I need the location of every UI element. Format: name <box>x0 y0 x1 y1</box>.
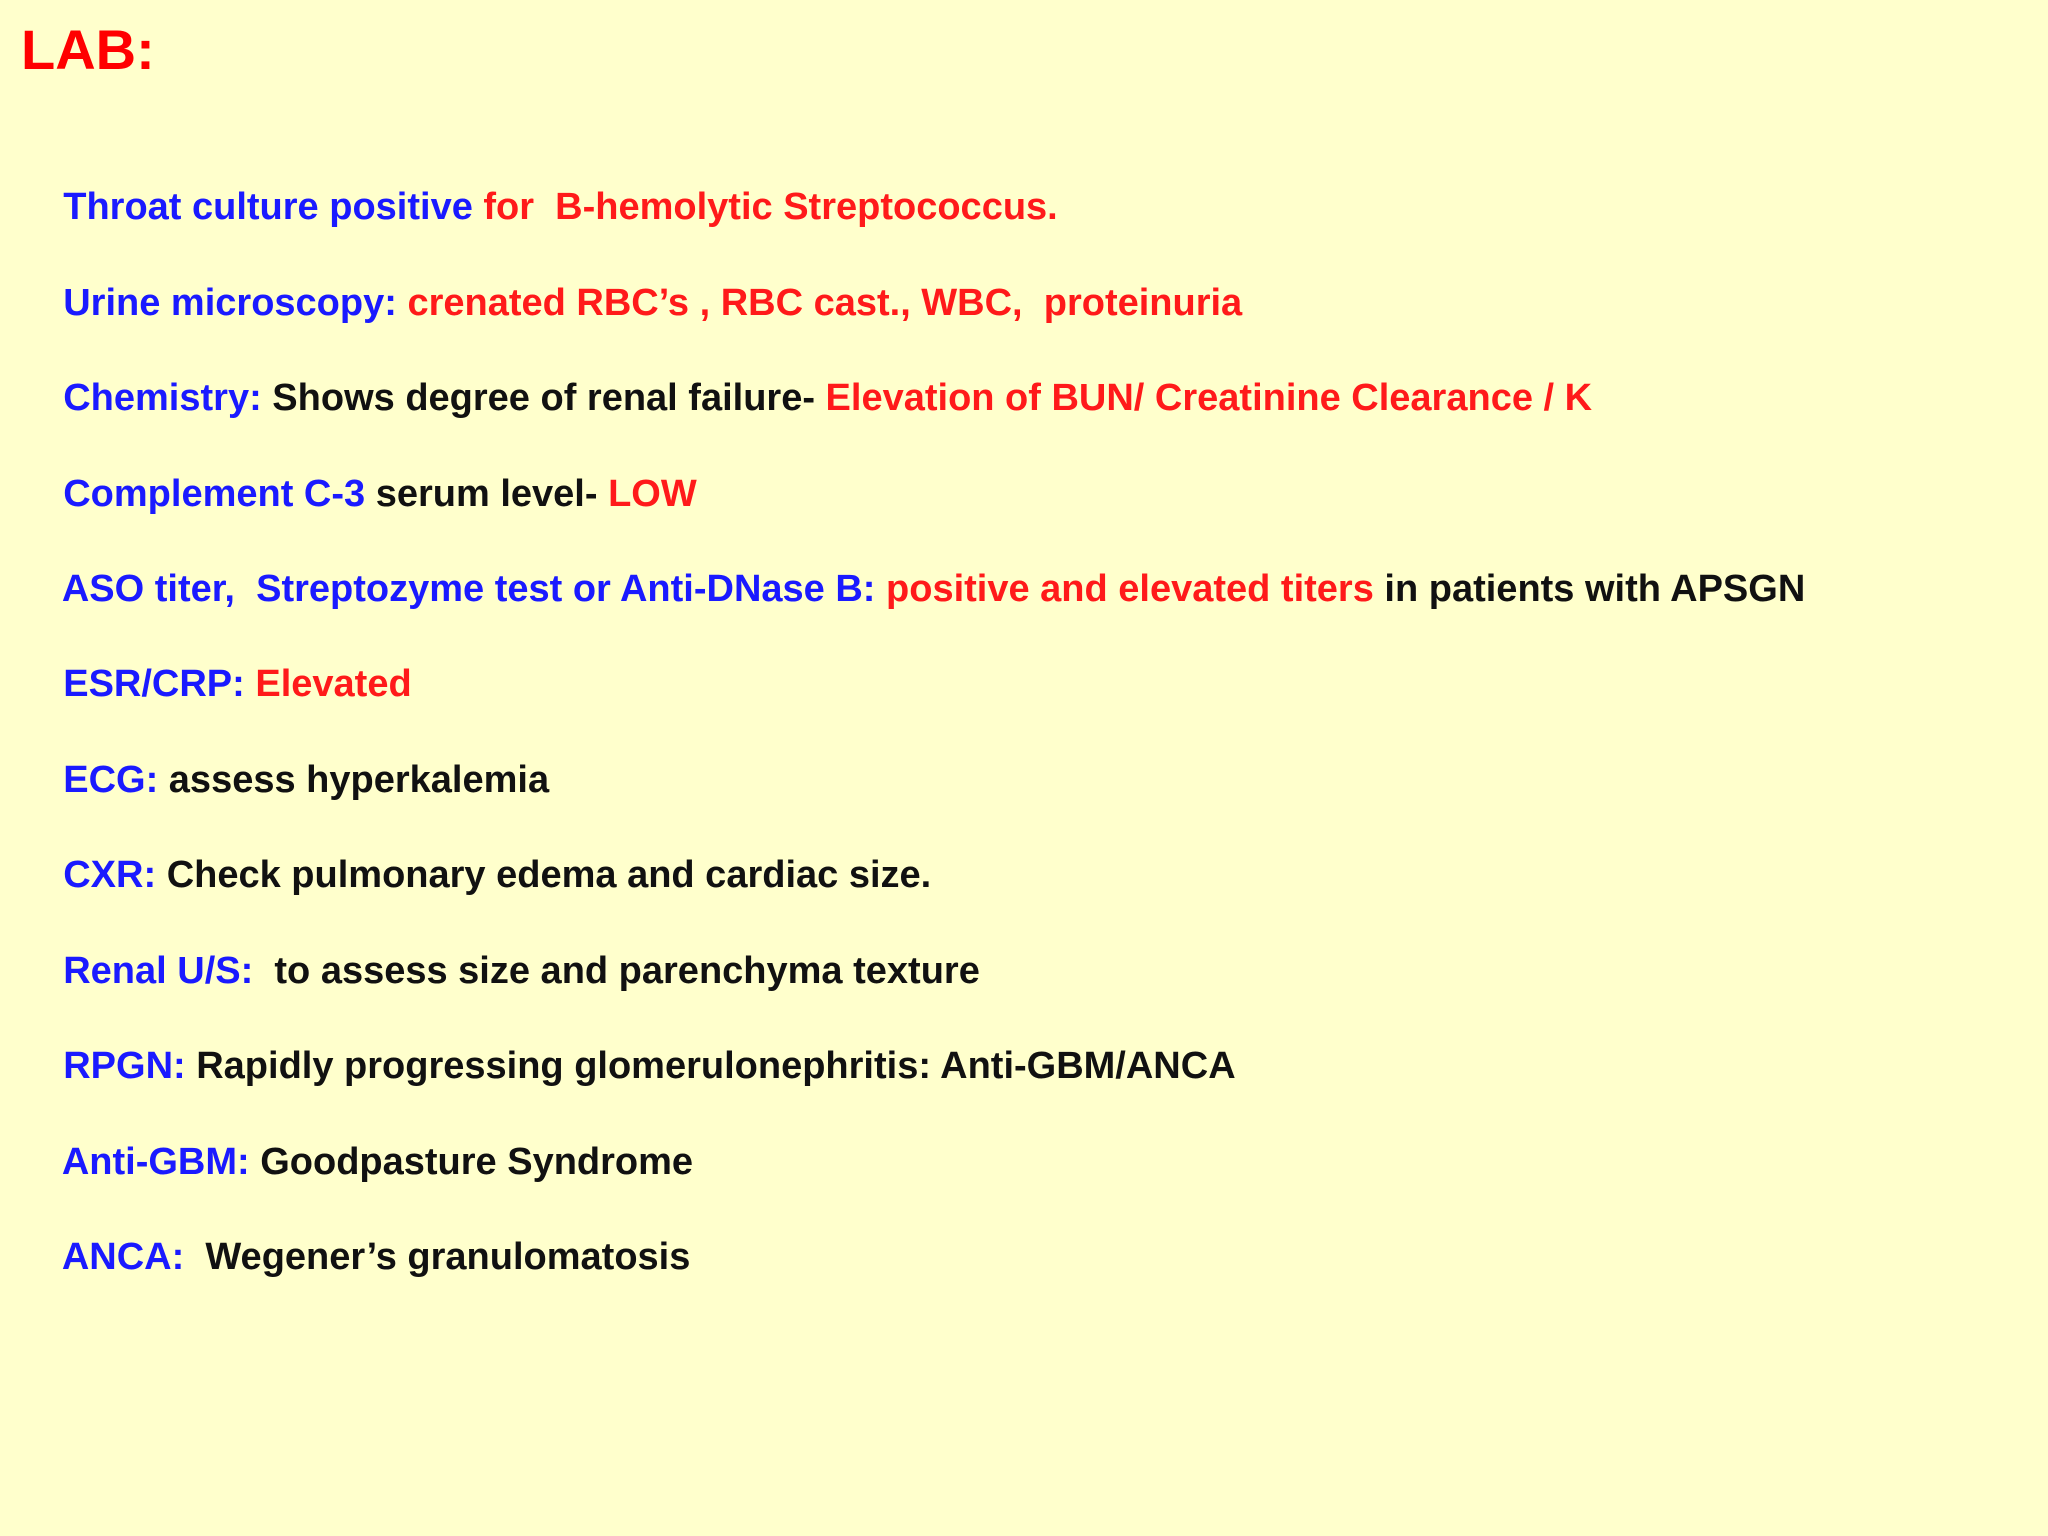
line-text: Wegener’s granulomatosis <box>205 1236 691 1278</box>
line-value: crenated RBC’s , RBC cast., WBC, proteinuria <box>407 282 1243 324</box>
line-text: Shows degree of renal failure- <box>272 377 826 419</box>
line-text: Goodpasture Syndrome <box>260 1141 694 1183</box>
line-label: ECG: <box>63 759 169 801</box>
line-text: to assess size and parenchyma texture <box>274 950 980 992</box>
line-label: CXR: <box>63 854 167 896</box>
line-label: ANCA: <box>61 1236 206 1278</box>
line-text: serum level- <box>375 473 609 515</box>
line-value: LOW <box>608 473 697 515</box>
line-label: Complement C-3 <box>63 473 376 515</box>
line-label: Renal U/S: <box>63 950 275 992</box>
lab-line-anca <box>21 1185 690 1329</box>
slide-title: LAB: <box>21 18 155 81</box>
line-value: Elevated <box>255 663 412 705</box>
line-value: for B-hemolytic Streptococcus. <box>483 186 1058 228</box>
line-label: Anti-GBM: <box>61 1141 261 1183</box>
line-text: assess hyperkalemia <box>168 759 550 801</box>
line-label: Chemistry: <box>63 377 273 419</box>
line-label: ASO titer, Streptozyme test or Anti-DNase B: <box>61 568 887 610</box>
line-value: positive and elevated titers <box>886 568 1385 610</box>
line-label: Urine microscopy: <box>63 282 408 324</box>
line-text: Rapidly progressing glomerulonephritis: Anti-GBM/ANCA <box>196 1045 1236 1087</box>
line-label: ESR/CRP: <box>63 663 256 705</box>
line-value: Elevation of BUN/ Creatinine Clearance / K <box>825 377 1593 419</box>
line-text: Check pulmonary edema and cardiac size. <box>166 854 932 896</box>
line-label: RPGN: <box>63 1045 197 1087</box>
line-label: Throat culture positive <box>63 186 484 228</box>
line-text: in patients with APSGN <box>1384 568 1806 610</box>
